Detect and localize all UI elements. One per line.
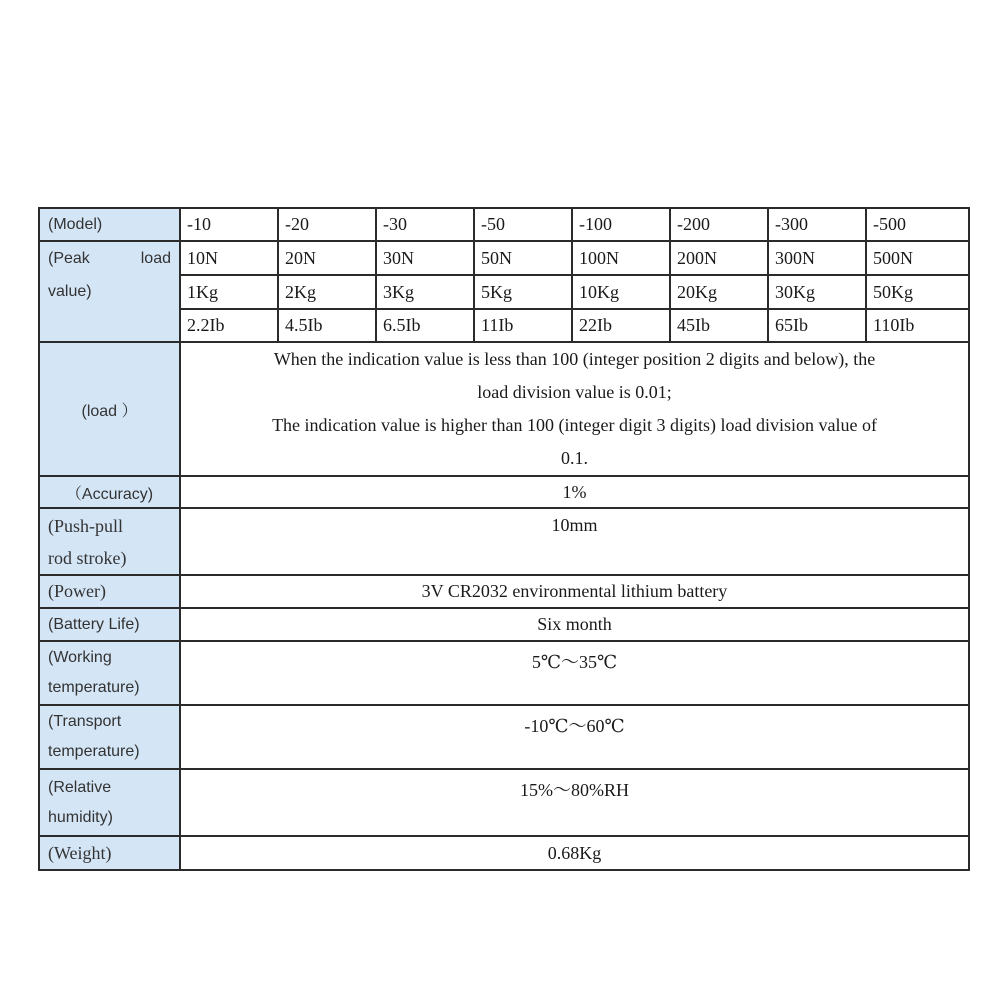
working-temp-value: 5℃～35℃ [180,641,969,705]
model-cell: -10 [180,208,278,241]
peak-lb-cell: 110Ib [866,309,969,342]
humidity-label-b: humidity) [48,808,113,826]
peak-kg-cell: 5Kg [474,275,572,309]
load-line: load division value is 0.01; [477,382,672,402]
model-label: (Model) [39,208,180,241]
peak-kg-cell: 10Kg [572,275,670,309]
model-cell: -30 [376,208,474,241]
load-line: 0.1. [561,448,588,468]
peak-lb-cell: 4.5Ib [278,309,376,342]
model-cell: -20 [278,208,376,241]
power-value: 3V CR2032 environmental lithium battery [180,575,969,608]
push-pull-row [39,508,969,575]
battery-life-label: (Battery Life) [39,608,180,641]
push-pull-label-a: (Push-pull [48,515,124,536]
humidity-row [39,769,969,836]
transport-temp-value: -10℃～60℃ [180,705,969,769]
peak-newton-row [39,241,969,275]
working-temp-label-b: temperature) [48,679,140,696]
peak-newton-cell: 200N [670,241,768,275]
model-cell: -200 [670,208,768,241]
model-cell: -100 [572,208,670,241]
peak-kg-cell: 2Kg [278,275,376,309]
push-pull-label-b: rod stroke) [48,547,127,568]
load-line: When the indication value is less than 100 (integer position 2 digits and below), the [273,349,876,369]
humidity-label-a: (Relative [48,778,112,796]
accuracy-row [39,476,969,508]
working-temp-label-a: (Working [48,649,112,666]
transport-temp-label [39,705,180,769]
peak-lb-cell: 11Ib [474,309,572,342]
peak-lb-cell: 22Ib [572,309,670,342]
model-row [39,208,969,241]
peak-kg-cell: 20Kg [670,275,768,309]
transport-temp-label-a: (Transport [48,713,122,730]
working-temp-label [39,641,180,705]
accuracy-value: 1% [180,476,969,508]
load-label: (load ） [39,342,180,476]
peak-kg-cell: 50Kg [866,275,969,309]
transport-temp-row [39,705,969,769]
transport-temp-label-b: temperature) [48,743,140,760]
peak-newton-cell: 30N [376,241,474,275]
peak-lb-cell: 45Ib [670,309,768,342]
peak-newton-cell: 500N [866,241,969,275]
spec-table [38,207,970,871]
humidity-value: 15%～80%RH [180,769,969,836]
peak-lb-cell: 65Ib [768,309,866,342]
peak-load-label-b: load [140,250,171,267]
push-pull-value: 10mm [180,508,969,575]
model-cell: -500 [866,208,969,241]
peak-load-label-c: value) [48,283,92,300]
peak-load-label [39,241,180,342]
weight-label: (Weight) [39,836,180,870]
accuracy-label: （Accuracy) [39,476,180,508]
model-cell: -300 [768,208,866,241]
peak-newton-cell: 300N [768,241,866,275]
power-label: (Power) [39,575,180,608]
peak-newton-cell: 20N [278,241,376,275]
push-pull-label [39,508,180,575]
peak-kg-cell: 30Kg [768,275,866,309]
weight-value: 0.68Kg [180,836,969,870]
model-cell: -50 [474,208,572,241]
humidity-label [39,769,180,836]
load-row [39,342,969,476]
peak-newton-cell: 100N [572,241,670,275]
power-row [39,575,969,608]
peak-newton-cell: 50N [474,241,572,275]
peak-load-label-a: (Peak [48,250,90,267]
working-temp-row [39,641,969,705]
load-value [180,342,969,476]
weight-row [39,836,969,870]
peak-kg-cell: 3Kg [376,275,474,309]
load-line: The indication value is higher than 100 (integer digit 3 digits) load division value of [272,415,877,435]
peak-lb-cell: 6.5Ib [376,309,474,342]
peak-newton-cell: 10N [180,241,278,275]
battery-life-row [39,608,969,641]
peak-kg-cell: 1Kg [180,275,278,309]
peak-lb-cell: 2.2Ib [180,309,278,342]
battery-life-value: Six month [180,608,969,641]
